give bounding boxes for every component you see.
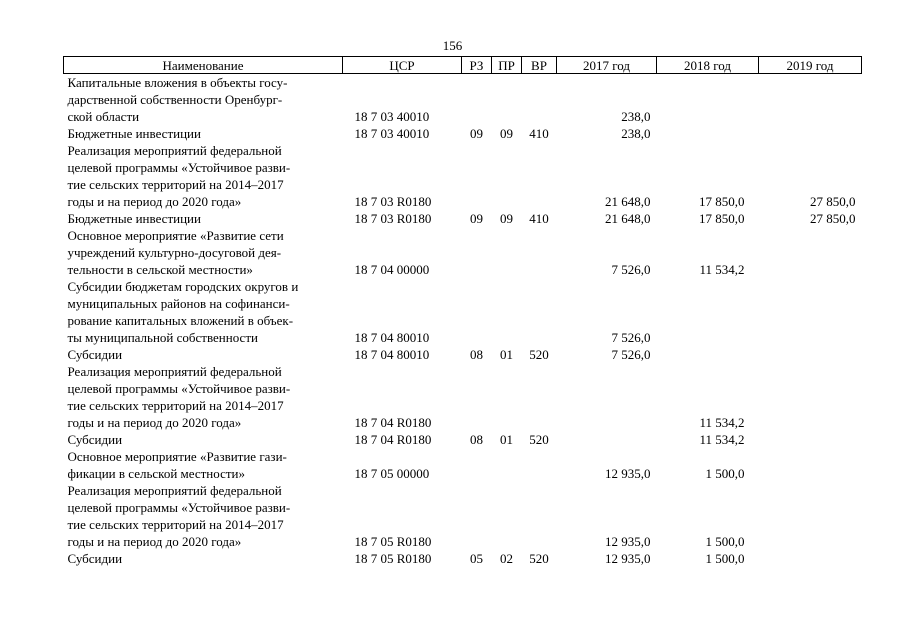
csr-cell: 18 7 04 80010	[354, 347, 430, 362]
name-line: Бюджетные инвестиции	[67, 126, 201, 141]
value-2017-cell: 12 935,0	[605, 466, 651, 481]
name-line: Субсидии	[67, 347, 123, 362]
name-cell	[64, 74, 343, 126]
header-csr: ЦСР	[343, 57, 462, 74]
name-cell	[64, 550, 343, 567]
value-2017-cell: 12 935,0	[605, 534, 651, 549]
csr-cell: 18 7 03 R0180	[354, 211, 432, 226]
value-2017-cell: 21 648,0	[605, 194, 651, 209]
value-2019-cell	[759, 482, 862, 550]
vr-cell	[522, 142, 557, 210]
name-line: тие сельских территорий на 2014–2017	[67, 177, 284, 192]
table-row	[64, 74, 862, 126]
name-line: ты муниципальной собственности	[67, 330, 258, 345]
name-line: целевой программы «Устойчивое разви-	[67, 381, 291, 396]
name-cell	[64, 363, 343, 431]
rz-cell: 09	[470, 126, 483, 141]
name-line: Реализация мероприятий федеральной	[67, 364, 282, 379]
value-2017-cell: 7 526,0	[611, 262, 651, 277]
table-header	[64, 57, 862, 74]
pr-cell	[492, 363, 522, 431]
table-row	[64, 482, 862, 550]
csr-cell: 18 7 04 R0180	[354, 415, 432, 430]
value-2018-cell: 1 500,0	[705, 466, 745, 481]
vr-cell: 520	[529, 347, 549, 362]
header-2019: 2019 год	[759, 57, 862, 74]
table-row	[64, 210, 862, 227]
value-2018-cell: 11 534,2	[699, 432, 745, 447]
name-cell	[64, 482, 343, 550]
pr-cell	[492, 227, 522, 278]
header-pr: ПР	[492, 57, 522, 74]
name-line: целевой программы «Устойчивое разви-	[67, 160, 291, 175]
csr-cell: 18 7 04 00000	[354, 262, 430, 277]
name-cell	[64, 142, 343, 210]
pr-cell: 01	[500, 432, 513, 447]
value-2019-cell: 27 850,0	[810, 211, 856, 226]
table-row	[64, 448, 862, 482]
value-2017-cell: 238,0	[621, 126, 651, 141]
value-2019-cell	[759, 346, 862, 363]
header-vr: ВР	[522, 57, 557, 74]
name-line: тие сельских территорий на 2014–2017	[67, 398, 284, 413]
value-2018-cell	[657, 346, 759, 363]
name-cell	[64, 431, 343, 448]
name-line: учреждений культурно-досуговой дея-	[67, 245, 282, 260]
pr-cell: 09	[500, 211, 513, 226]
value-2017-cell: 7 526,0	[611, 347, 651, 362]
rz-cell	[462, 363, 492, 431]
pr-cell: 02	[500, 551, 513, 566]
value-2018-cell: 11 534,2	[699, 262, 745, 277]
name-line: фикации в сельской местности»	[67, 466, 245, 481]
name-line: муниципальных районов на софинанси-	[67, 296, 290, 311]
rz-cell: 08	[470, 347, 483, 362]
csr-cell: 18 7 03 R0180	[354, 194, 432, 209]
name-line: Субсидии бюджетам городских округов и	[67, 279, 299, 294]
value-2019-cell	[759, 431, 862, 448]
value-2019-cell: 27 850,0	[810, 194, 856, 209]
budget-table	[63, 56, 862, 567]
value-2018-cell: 11 534,2	[699, 415, 745, 430]
name-line: Субсидии	[67, 551, 123, 566]
name-line: Реализация мероприятий федеральной	[67, 143, 282, 158]
table-row	[64, 431, 862, 448]
value-2018-cell	[657, 74, 759, 126]
rz-cell	[462, 142, 492, 210]
name-line: целевой программы «Устойчивое разви-	[67, 500, 291, 515]
pr-cell	[492, 142, 522, 210]
value-2017-cell: 21 648,0	[605, 211, 651, 226]
vr-cell	[522, 363, 557, 431]
name-cell	[64, 210, 343, 227]
rz-cell	[462, 74, 492, 126]
name-line: Бюджетные инвестиции	[67, 211, 201, 226]
pr-cell	[492, 448, 522, 482]
vr-cell: 520	[529, 551, 549, 566]
csr-cell: 18 7 05 00000	[354, 466, 430, 481]
value-2019-cell	[759, 550, 862, 567]
vr-cell: 520	[529, 432, 549, 447]
pr-cell	[492, 74, 522, 126]
value-2019-cell	[759, 278, 862, 346]
pr-cell	[492, 482, 522, 550]
header-name: Наименование	[64, 57, 343, 74]
name-line: Основное мероприятие «Развитие гази-	[67, 449, 287, 464]
name-line: Реализация мероприятий федеральной	[67, 483, 282, 498]
name-line: ской области	[67, 109, 140, 124]
csr-cell: 18 7 04 R0180	[354, 432, 432, 447]
name-cell	[64, 346, 343, 363]
csr-cell: 18 7 05 R0180	[354, 534, 432, 549]
table-row	[64, 125, 862, 142]
rz-cell	[462, 482, 492, 550]
vr-cell	[522, 74, 557, 126]
table-row	[64, 142, 862, 210]
value-2019-cell	[759, 227, 862, 278]
pr-cell: 01	[500, 347, 513, 362]
rz-cell: 05	[470, 551, 483, 566]
table-row	[64, 363, 862, 431]
value-2017-cell: 238,0	[621, 109, 651, 124]
vr-cell	[522, 227, 557, 278]
value-2017-cell: 12 935,0	[605, 551, 651, 566]
vr-cell	[522, 448, 557, 482]
vr-cell	[522, 482, 557, 550]
name-line: тие сельских территорий на 2014–2017	[67, 517, 284, 532]
table-row	[64, 227, 862, 278]
csr-cell: 18 7 03 40010	[354, 109, 430, 124]
value-2019-cell	[759, 74, 862, 126]
header-2017: 2017 год	[557, 57, 657, 74]
name-cell	[64, 278, 343, 346]
value-2018-cell: 17 850,0	[699, 194, 745, 209]
value-2017-cell: 7 526,0	[611, 330, 651, 345]
value-2019-cell	[759, 363, 862, 431]
name-cell	[64, 448, 343, 482]
vr-cell: 410	[529, 211, 549, 226]
rz-cell: 09	[470, 211, 483, 226]
table-body	[64, 74, 862, 568]
name-cell	[64, 125, 343, 142]
value-2019-cell	[759, 448, 862, 482]
name-line: годы и на период до 2020 года»	[67, 194, 242, 209]
name-line: Капитальные вложения в объекты госу-	[67, 75, 288, 90]
value-2017-cell	[557, 431, 657, 448]
csr-cell: 18 7 04 80010	[354, 330, 430, 345]
vr-cell	[522, 278, 557, 346]
value-2018-cell: 1 500,0	[705, 551, 745, 566]
header-row	[64, 57, 862, 74]
pr-cell	[492, 278, 522, 346]
csr-cell: 18 7 03 40010	[354, 126, 430, 141]
value-2017-cell	[557, 363, 657, 431]
rz-cell	[462, 448, 492, 482]
table-row	[64, 550, 862, 567]
header-rz: РЗ	[462, 57, 492, 74]
rz-cell	[462, 227, 492, 278]
name-line: рование капитальных вложений в объек-	[67, 313, 294, 328]
name-line: тельности в сельской местности»	[67, 262, 253, 277]
value-2019-cell	[759, 125, 862, 142]
value-2018-cell	[657, 278, 759, 346]
name-cell	[64, 227, 343, 278]
csr-cell: 18 7 05 R0180	[354, 551, 432, 566]
pr-cell: 09	[500, 126, 513, 141]
name-line: годы и на период до 2020 года»	[67, 415, 242, 430]
name-line: Основное мероприятие «Развитие сети	[67, 228, 284, 243]
value-2018-cell: 17 850,0	[699, 211, 745, 226]
vr-cell: 410	[529, 126, 549, 141]
header-2018: 2018 год	[657, 57, 759, 74]
table-row	[64, 278, 862, 346]
rz-cell	[462, 278, 492, 346]
table-row	[64, 346, 862, 363]
value-2018-cell: 1 500,0	[705, 534, 745, 549]
value-2018-cell	[657, 125, 759, 142]
name-line: дарственной собственности Оренбург-	[67, 92, 283, 107]
name-line: годы и на период до 2020 года»	[67, 534, 242, 549]
name-line: Субсидии	[67, 432, 123, 447]
rz-cell: 08	[470, 432, 483, 447]
page-number: 156	[442, 38, 463, 53]
